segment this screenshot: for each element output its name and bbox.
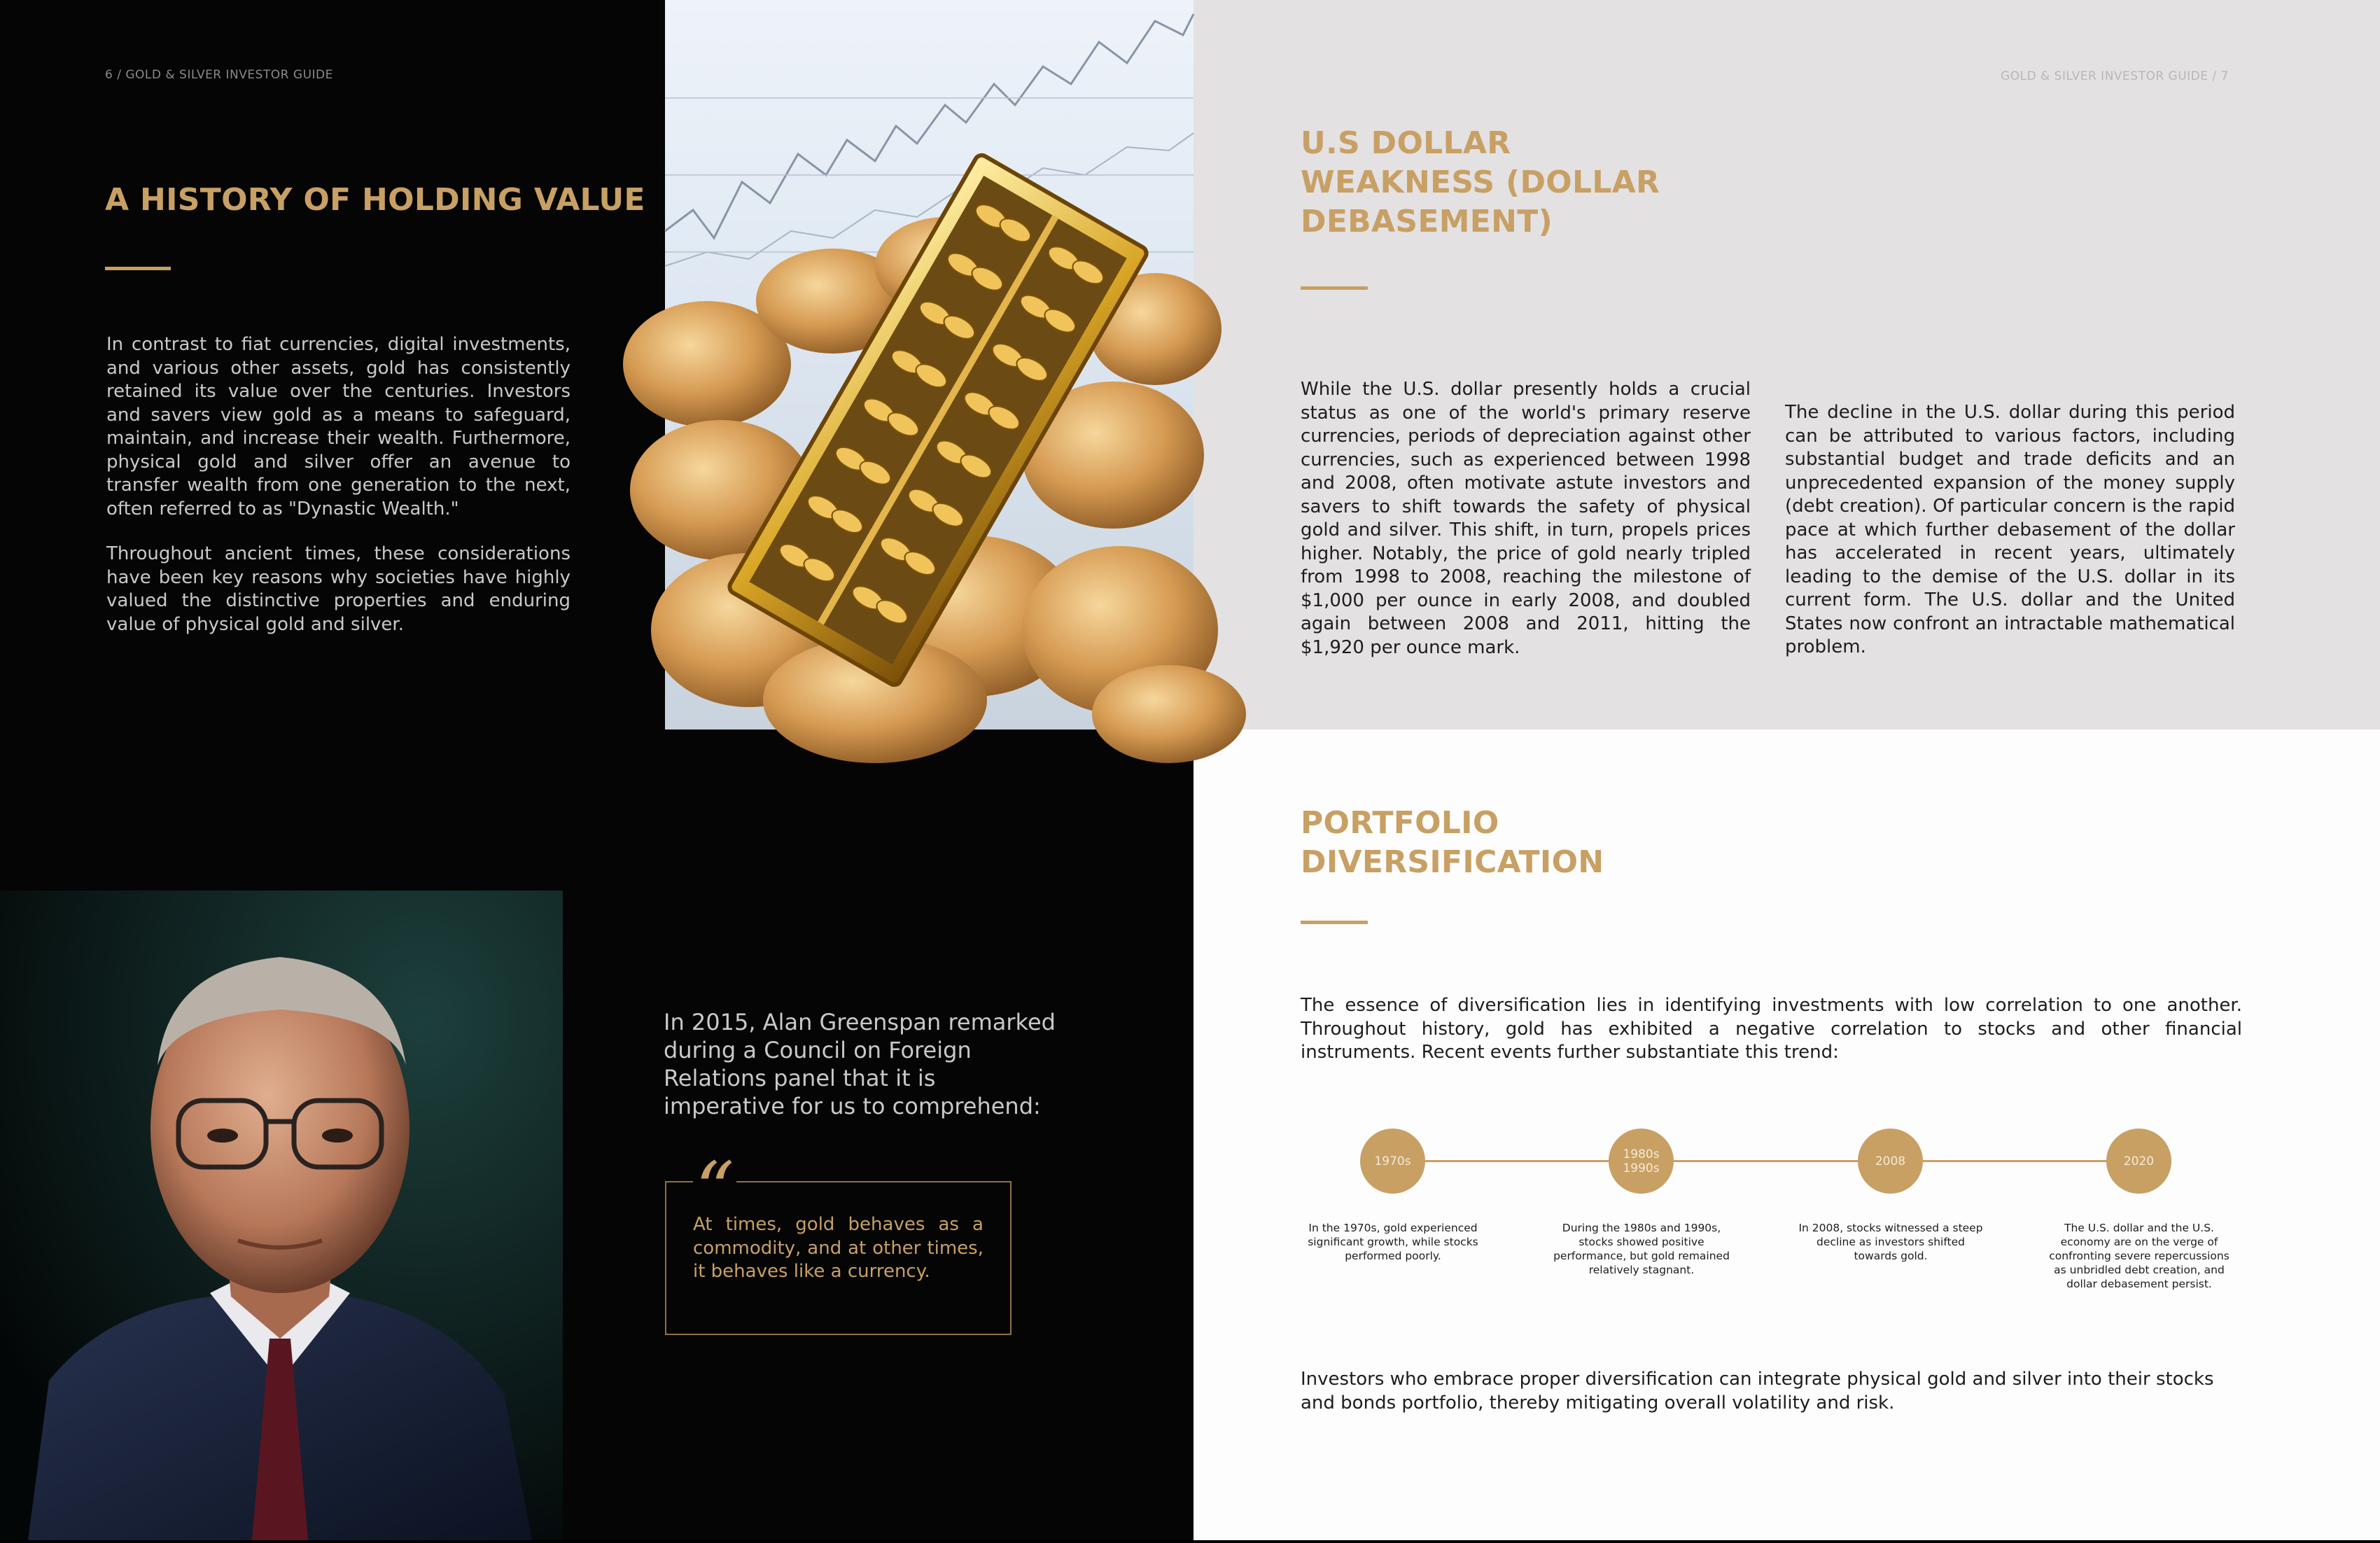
diversification-title-line: DIVERSIFICATION bbox=[1301, 844, 1604, 880]
diversification-intro: The essence of diversification lies in identifying investments with low correlation to one another. Throughout history, gold has exhibited a negative correlation to stocks and other financial instruments. Recent events further substantiate this trend: bbox=[1301, 995, 2242, 1063]
timeline-node-1980s-1990s bbox=[1609, 1129, 1674, 1194]
dollar-column-1: While the U.S. dollar presently holds a crucial status as one of the world's primary reserve currencies, periods of depreciation against other currencies, such as experienced between 1998 and 2008, often motivate astute investors and savers to shift towards the safety of physical gold and silver. This shift, in turn, propels prices higher. Notably, the price of gold nearly tripled from 1998 to 2008, reaching the milestone of $1,000 per ounce in early 2008, and doubled again between 2008 and 2011, hitting the $1,920 per ounce mark. bbox=[1301, 379, 1751, 658]
timeline-node-1970s bbox=[1360, 1129, 1425, 1194]
timeline-node-2020 bbox=[2106, 1129, 2171, 1194]
timeline-node-label: 1980s bbox=[1623, 1147, 1660, 1161]
greenspan-intro: In 2015, Alan Greenspan remarked during a Council on Foreign Relations panel that it is imperative for us to comprehend: bbox=[664, 1009, 1056, 1119]
timeline-caption-2008: In 2008, stocks witnessed a steep decline as investors shifted towards gold. bbox=[1798, 1222, 1983, 1262]
dollar-title-rule bbox=[1301, 286, 1368, 290]
gold-coins-abacus-photo bbox=[665, 0, 1194, 729]
diversification-title-rule bbox=[1301, 921, 1368, 924]
timeline-node-label: 1990s bbox=[1623, 1161, 1660, 1175]
dollar-title-line: DEBASEMENT) bbox=[1301, 204, 1553, 239]
timeline-node-label: 1970s bbox=[1374, 1154, 1411, 1168]
history-paragraph-2: Throughout ancient times, these considerations have been key reasons why societies have highly valued the distinctive properties and enduring value of physical gold and silver. bbox=[106, 543, 570, 635]
greenspan-portrait-photo bbox=[0, 891, 563, 1540]
history-paragraph-1: In contrast to fiat currencies, digital investments, and various other assets, gold has consistently retained its value over the centuries. Investors and savers view gold as a means to safeguard, maintain, and increase their wealth. Furthermore, physical gold and silver offer an avenue to transfer wealth from one generation to the next, often referred to as "Dynastic Wealth." bbox=[106, 334, 570, 519]
timeline-caption-1980s-1990s: During the 1980s and 1990s, stocks showed positive performance, but gold remained relatively stagnant. bbox=[1553, 1222, 1730, 1276]
timeline-node-label: 2008 bbox=[1875, 1154, 1906, 1168]
left-folio: 6 / GOLD & SILVER INVESTOR GUIDE bbox=[105, 68, 333, 82]
dollar-title-line: WEAKNESS (DOLLAR bbox=[1301, 165, 1660, 200]
history-title-rule bbox=[105, 267, 171, 270]
timeline-node-label: 2020 bbox=[2123, 1154, 2155, 1168]
quote-mark-icon: “ bbox=[693, 1148, 736, 1190]
history-title: A HISTORY OF HOLDING VALUE bbox=[105, 182, 645, 218]
timeline-line bbox=[1393, 1160, 2138, 1162]
diversification-outro: Investors who embrace proper diversification can integrate physical gold and silver into their stocks and bonds portfolio, thereby mitigating overall volatility and risk. bbox=[1301, 1369, 2214, 1413]
diversification-title bbox=[1301, 804, 1604, 882]
dollar-title-line: U.S DOLLAR bbox=[1301, 125, 1511, 161]
dollar-column-2: The decline in the U.S. dollar during this period can be attributed to various factors, including substantial budget and trade deficits and an unprecedented expansion of the money supply (debt creation). Of particular concern is the rapid pace at which further debasement of the dollar has accelerated in recent years, ultimately leading to the demise of the U.S. dollar in its current form. The U.S. dollar and the United States now confront an intractable mathematical problem. bbox=[1785, 402, 2235, 657]
timeline-node-2008 bbox=[1858, 1129, 1923, 1194]
timeline-caption-1970s: In the 1970s, gold experienced significant growth, while stocks performed poorly. bbox=[1308, 1222, 1478, 1262]
dollar-title bbox=[1301, 124, 1660, 242]
diversification-title-line: PORTFOLIO bbox=[1301, 805, 1499, 841]
right-folio: GOLD & SILVER INVESTOR GUIDE / 7 bbox=[2001, 69, 2229, 83]
greenspan-quote: At times, gold behaves as a commodity, and at other times, it behaves like a currency. bbox=[693, 1214, 983, 1282]
timeline-caption-2020: The U.S. dollar and the U.S. economy are on the verge of confronting severe repercussions as unbridled debt creation, and dollar debasement persist. bbox=[2049, 1222, 2230, 1290]
